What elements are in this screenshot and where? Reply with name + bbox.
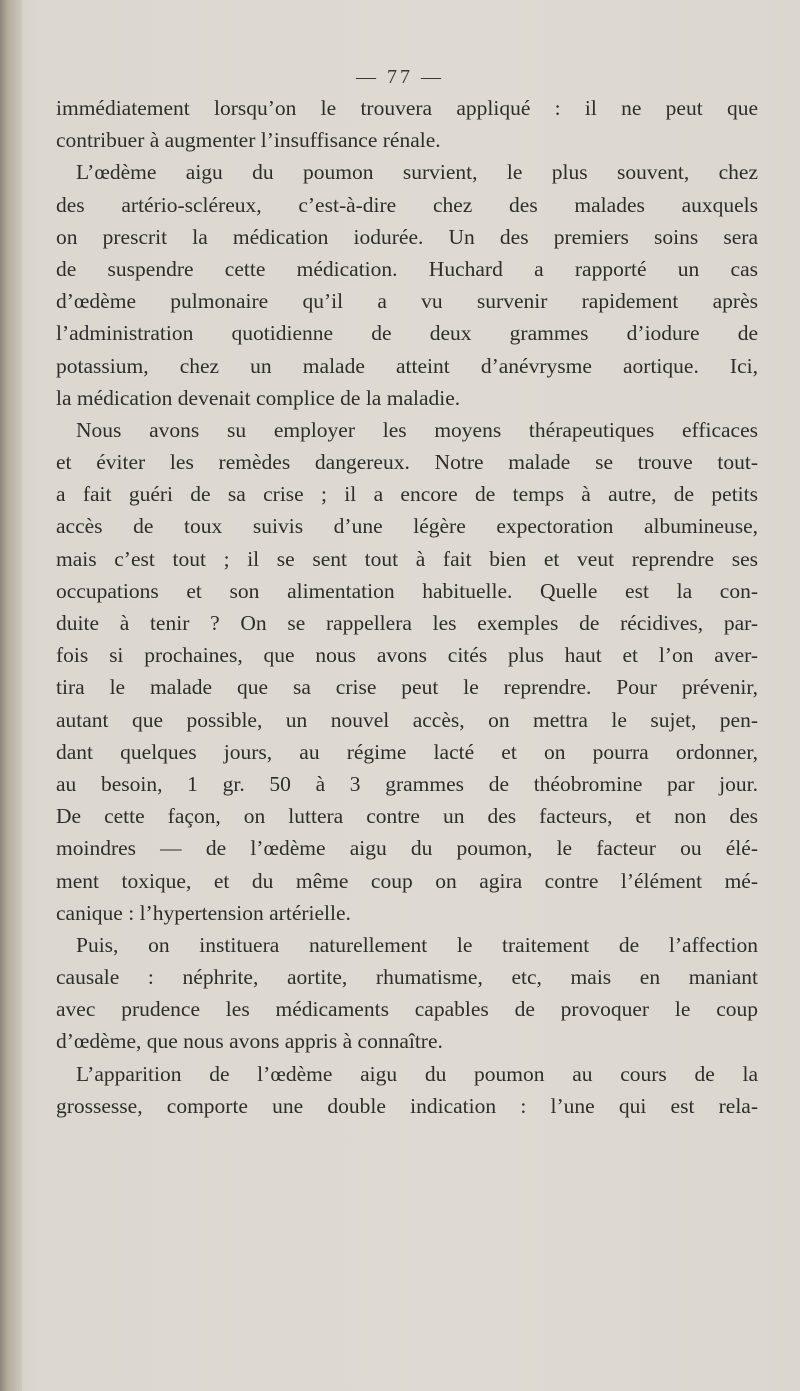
body-text [56, 92, 758, 1122]
text-line: duite à tenir ? On se rappellera les exemples de récidives, par- [56, 611, 758, 635]
text-line: De cette façon, on luttera contre un des facteurs, et non des [56, 804, 758, 829]
text-line: a fait guéri de sa crise ; il a encore de temps à autre, de petits [56, 482, 758, 507]
text-line: d’œdème, que nous avons appris à connaître. [56, 1029, 443, 1054]
text-line: moindres — de l’œdème aigu du poumon, le facteur ou élé- [56, 836, 758, 861]
text-line: d’œdème pulmonaire qu’il a vu survenir rapidement après [56, 289, 758, 314]
text-line: grossesse, comporte une double indication : l’une qui est rela- [56, 1093, 758, 1118]
text-line: contribuer à augmenter l’insuffisance rénale. [56, 128, 441, 153]
text-line: fois si prochaines, que nous avons cités plus haut et l’on aver- [56, 643, 758, 668]
text-line: l’administration quotidienne de deux grammes d’iodure de [56, 321, 758, 346]
book-binding-edge [0, 0, 22, 1391]
text-line: des artério-scléreux, c’est-à-dire chez des malades auxquels [56, 192, 758, 217]
text-line: causale : néphrite, aortite, rhumatisme, etc, mais en maniant [56, 965, 758, 990]
text-line: la médication devenait complice de la maladie. [56, 385, 461, 410]
text-line: et éviter les remèdes dangereux. Notre malade se trouve tout- [56, 450, 758, 475]
text-line: Nous avons su employer les moyens thérapeutiques efficaces [76, 417, 758, 442]
text-line: tira le malade que sa crise peut le reprendre. Pour prévenir, [56, 675, 758, 700]
text-line: immédiatement lorsqu’on le trouvera appliqué : il ne peut que [56, 96, 758, 120]
text-line: mais c’est tout ; il se sent tout à fait bien et veut reprendre ses [56, 546, 758, 571]
text-line: au besoin, 1 gr. 50 à 3 grammes de théobromine par jour. [56, 771, 758, 796]
text-line: L’apparition de l’œdème aigu du poumon au cours de la [76, 1061, 758, 1086]
text-line: avec prudence les médicaments capables de provoquer le coup [56, 997, 758, 1022]
page-number: — 77 — [356, 66, 444, 88]
text-line: Puis, on instituera naturellement le traitement de l’affection [76, 932, 758, 957]
text-line: L’œdème aigu du poumon survient, le plus souvent, chez [76, 160, 758, 185]
text-line: occupations et son alimentation habituelle. Quelle est la con- [56, 578, 758, 603]
text-line: de suspendre cette médication. Huchard a rapporté un cas [56, 256, 758, 281]
text-line: on prescrit la médication iodurée. Un des premiers soins sera [56, 224, 758, 249]
text-line: canique : l’hypertension artérielle. [56, 900, 351, 925]
text-line: autant que possible, un nouvel accès, on mettra le sujet, pen- [56, 707, 758, 732]
text-line: accès de toux suivis d’une légère expectoration albumineuse, [56, 514, 758, 539]
text-line: ment toxique, et du même coup on agira contre l’élément mé- [56, 868, 758, 893]
text-line: dant quelques jours, au régime lacté et on pourra ordonner, [56, 739, 758, 764]
text-line: potassium, chez un malade atteint d’anévrysme aortique. Ici, [56, 353, 758, 378]
